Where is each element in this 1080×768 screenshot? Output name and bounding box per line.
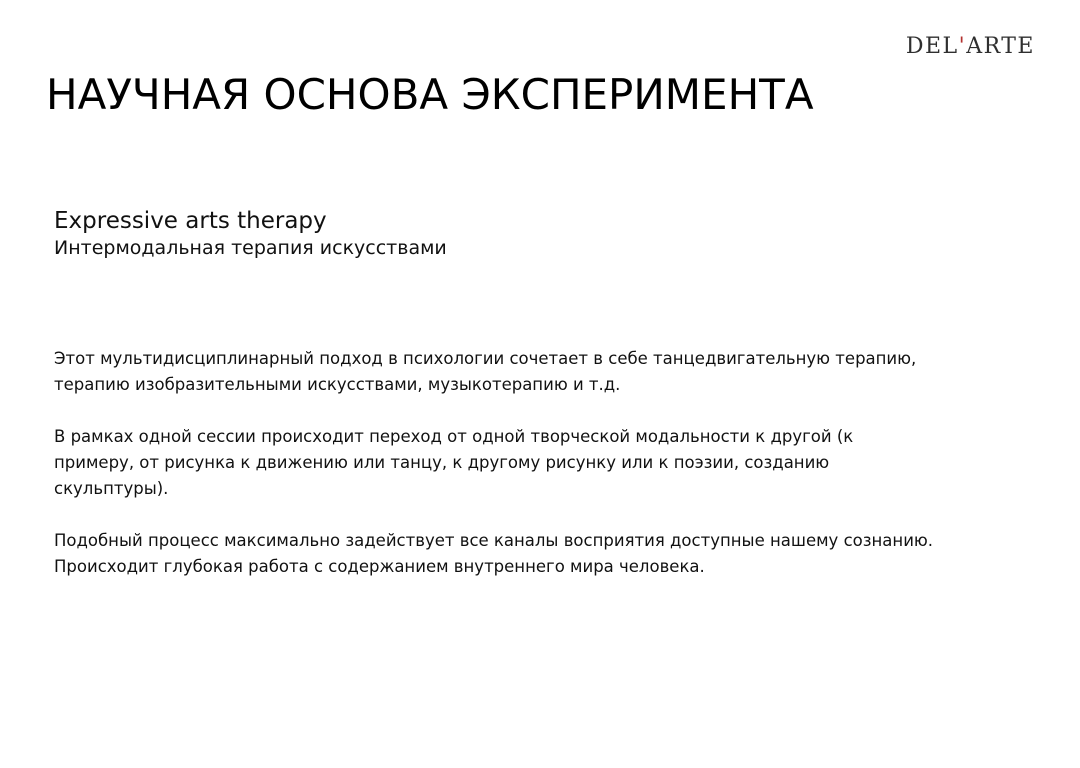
- subtitle-english: Expressive arts therapy: [54, 208, 327, 234]
- paragraph-line: Происходит глубокая работа с содержанием внутреннего мира человека.: [54, 557, 705, 576]
- paragraph-line: скульптуры).: [54, 479, 169, 498]
- paragraph-line: Этот мультидисциплинарный подход в психологии сочетает в себе танцедвигательную терапию,: [54, 349, 917, 368]
- subtitle-russian: Интермодальная терапия искусствами: [54, 237, 447, 259]
- paragraph-line: примеру, от рисунка к движению или танцу, к другому рисунку или к поэзии, созданию: [54, 453, 830, 472]
- body-text: [54, 346, 1044, 606]
- logo-text-end: ARTE: [966, 34, 1035, 59]
- logo-apostrophe: ': [958, 34, 967, 59]
- brand-logo: [906, 34, 1035, 59]
- paragraph-line: Подобный процесс максимально задействует все каналы восприятия доступные нашему сознанию.: [54, 531, 934, 550]
- paragraph-line: В рамках одной сессии происходит переход от одной творческой модальности к другой (к: [54, 427, 854, 446]
- subtitle-block: [54, 206, 447, 260]
- paragraph-process: [54, 528, 1044, 580]
- logo-text-start: DEL: [905, 34, 959, 59]
- page-title: НАУЧНАЯ ОСНОВА ЭКСПЕРИМЕНТА: [46, 70, 814, 119]
- paragraph-approach: [54, 346, 1044, 398]
- paragraph-line: терапию изобразительными искусствами, музыкотерапию и т.д.: [54, 375, 621, 394]
- paragraph-session: [54, 424, 1044, 502]
